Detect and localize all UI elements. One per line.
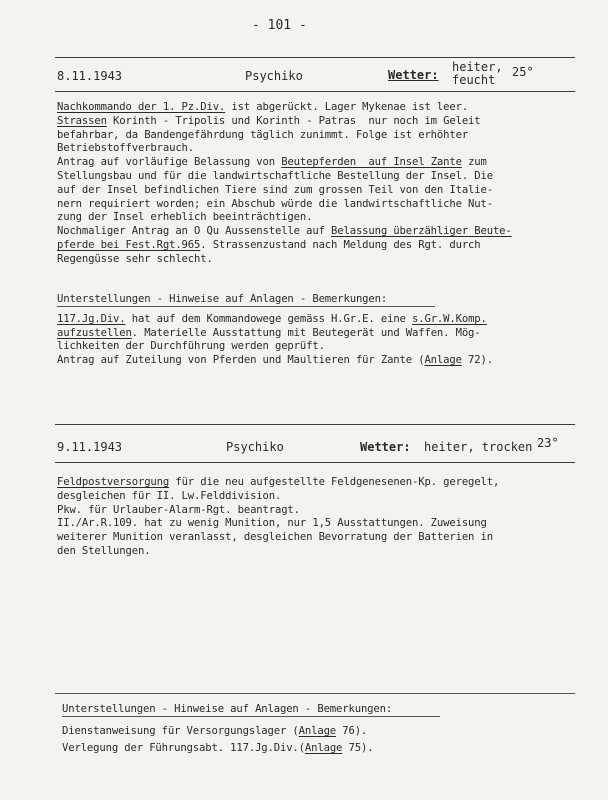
attachments-2-heading: Unterstellungen - Hinweise auf Anlagen - Bemerkungen: — [62, 703, 393, 715]
entry-1-weather-label: Wetter: — [388, 68, 439, 82]
entry-1-text: auf der Insel befindlichen Tiere sind zum grossen Teil von den Italie- — [57, 183, 493, 196]
entry-1-header-rule — [55, 91, 575, 92]
attachments-1-text: . Materielle Ausstattung mit Beutegerät und Waffen. Mög- — [131, 326, 481, 339]
entry-2-temperature: 23° — [537, 436, 559, 450]
entry-2-text: weiterer Munition veranlasst, desgleichen Bevorratung der Batterien in — [57, 531, 493, 544]
attachments-1-text: hat auf dem Kommandowege gemäss H.Gr.E. eine — [125, 313, 413, 325]
entry-2-line — [57, 490, 281, 502]
attachments-1-line — [57, 327, 481, 339]
entry-2-weather-1: heiter, trocken — [424, 440, 533, 454]
entry-2-place: Psychiko — [226, 440, 284, 454]
entry-1-text: nern requiriert worden; ein Abschub würde die landwirtschaftliche Nut- — [57, 197, 493, 210]
entry-1-underlined-text: pferde bei Fest.Rgt.965 — [57, 239, 201, 251]
entry-1-line — [57, 184, 493, 196]
entry-1-line — [57, 225, 512, 237]
attachments-2-top-rule — [55, 693, 575, 694]
entry-2-line — [57, 476, 499, 488]
attachments-2-line — [62, 725, 367, 737]
entry-1-text: ist abgerückt. Lager Mykenae ist leer. — [225, 101, 469, 113]
attachments-1-text: lichkeiten der Durchführung werden geprüft. — [57, 340, 325, 353]
entry-1-date: 8.11.1943 — [57, 69, 123, 83]
entry-2-line — [57, 504, 300, 516]
entry-1-line — [57, 156, 487, 168]
entry-2-text: II./Ar.R.109. hat zu wenig Munition, nur 1,5 Ausstattungen. Zuweisung — [57, 517, 487, 530]
entry-2-text: den Stellungen. — [57, 545, 151, 557]
entry-1-weather-2: feucht — [452, 73, 496, 87]
entry-2-line — [57, 531, 493, 543]
entry-2-text: für die neu aufgestellte Feldgenesenen-Kp. geregelt, — [169, 476, 500, 488]
entry-1-line — [57, 129, 468, 141]
attachments-1-underlined-text: aufzustellen — [57, 326, 132, 339]
entry-1-top-rule — [55, 57, 575, 58]
entry-2-line — [57, 545, 150, 557]
entry-1-line — [57, 142, 194, 154]
entry-2-underlined-text: Feldpostversorgung — [57, 476, 170, 488]
attachments-2-underlined-text: Anlage — [298, 725, 337, 737]
entry-1-line — [57, 101, 468, 113]
entry-1-weather-1: heiter, — [452, 60, 503, 74]
entry-1-text: Betriebstoffverbrauch. — [57, 142, 195, 155]
entry-1-temperature: 25° — [512, 65, 534, 79]
attachments-2-text: Verlegung der Führungsabt. 117.Jg.Div.( — [62, 742, 305, 754]
attachments-1-heading: Unterstellungen - Hinweise auf Anlagen - Bemerkungen: — [57, 293, 388, 305]
attachments-1-line — [57, 354, 493, 366]
entry-1-text: befahrbar, da Bandengefährdung täglich zunimmt. Folge ist erhöhter — [57, 128, 469, 141]
entry-1-place: Psychiko — [245, 69, 303, 83]
entry-2-date: 9.11.1943 — [57, 440, 123, 454]
entry-2-top-rule — [55, 424, 575, 425]
attachments-2-underlined-text: Anlage — [304, 742, 343, 754]
entry-1-text: zung der Insel erheblich beeinträchtigen. — [57, 211, 313, 224]
entry-1-line — [57, 253, 213, 265]
entry-1-text: zum — [461, 156, 487, 169]
entry-1-text: Stellungsbau und für die landwirtschaftliche Bestellung der Insel. Die — [57, 170, 493, 182]
entry-1-text: . Strassenzustand nach Meldung des Rgt. durch — [200, 239, 481, 251]
attachments-1-heading-underline — [57, 306, 435, 307]
entry-1-text: Korinth - Tripolis und Korinth - Patras nur noch im Geleit — [106, 114, 481, 127]
attachments-1-line — [57, 313, 487, 325]
attachments-2-heading-underline — [62, 716, 440, 717]
attachments-2-text: Dienstanweisung für Versorgungslager ( — [62, 725, 299, 737]
attachments-1-underlined-text: s.Gr.W.Komp. — [412, 313, 487, 325]
entry-2-text: desgleichen für II. Lw.Felddivision. — [57, 489, 282, 502]
page-number: - 101 - — [252, 18, 307, 33]
attachments-2-line — [62, 742, 373, 754]
attachments-1-underlined-text: Anlage — [424, 353, 462, 366]
entry-2-text: Pkw. für Urlauber-Alarm-Rgt. beantragt. — [57, 503, 300, 516]
entry-1-line — [57, 170, 493, 182]
attachments-1-text: 72). — [461, 353, 493, 366]
entry-1-text: Nochmaliger Antrag an O Qu Aussenstelle auf — [57, 225, 332, 238]
attachments-1-underlined-text: 117.Jg.Div. — [57, 313, 126, 325]
entry-1-line — [57, 239, 481, 251]
entry-1-underlined-text: Strassen — [57, 114, 107, 127]
entry-2-header-rule — [55, 462, 575, 463]
entry-1-underlined-text: Belassung überzähliger Beute- — [331, 225, 512, 238]
attachments-1-text: Antrag auf Zuteilung von Pferden und Maultieren für Zante ( — [57, 353, 425, 366]
entry-1-text: Antrag auf vorläufige Belassung von — [57, 156, 282, 169]
attachments-1-line — [57, 340, 325, 352]
entry-2-line — [57, 517, 487, 529]
entry-1-text: Regengüsse sehr schlecht. — [57, 252, 213, 265]
entry-1-underlined-text: Beutepferden auf Insel Zante — [281, 156, 462, 169]
attachments-2-text: 76). — [336, 725, 368, 737]
entry-2-weather-label: Wetter: — [360, 440, 411, 454]
attachments-2-text: 75). — [342, 742, 374, 754]
entry-1-line — [57, 115, 481, 127]
entry-1-line — [57, 211, 312, 223]
entry-1-underlined-text: Nachkommando der 1. Pz.Div. — [57, 101, 226, 113]
entry-1-line — [57, 198, 493, 210]
